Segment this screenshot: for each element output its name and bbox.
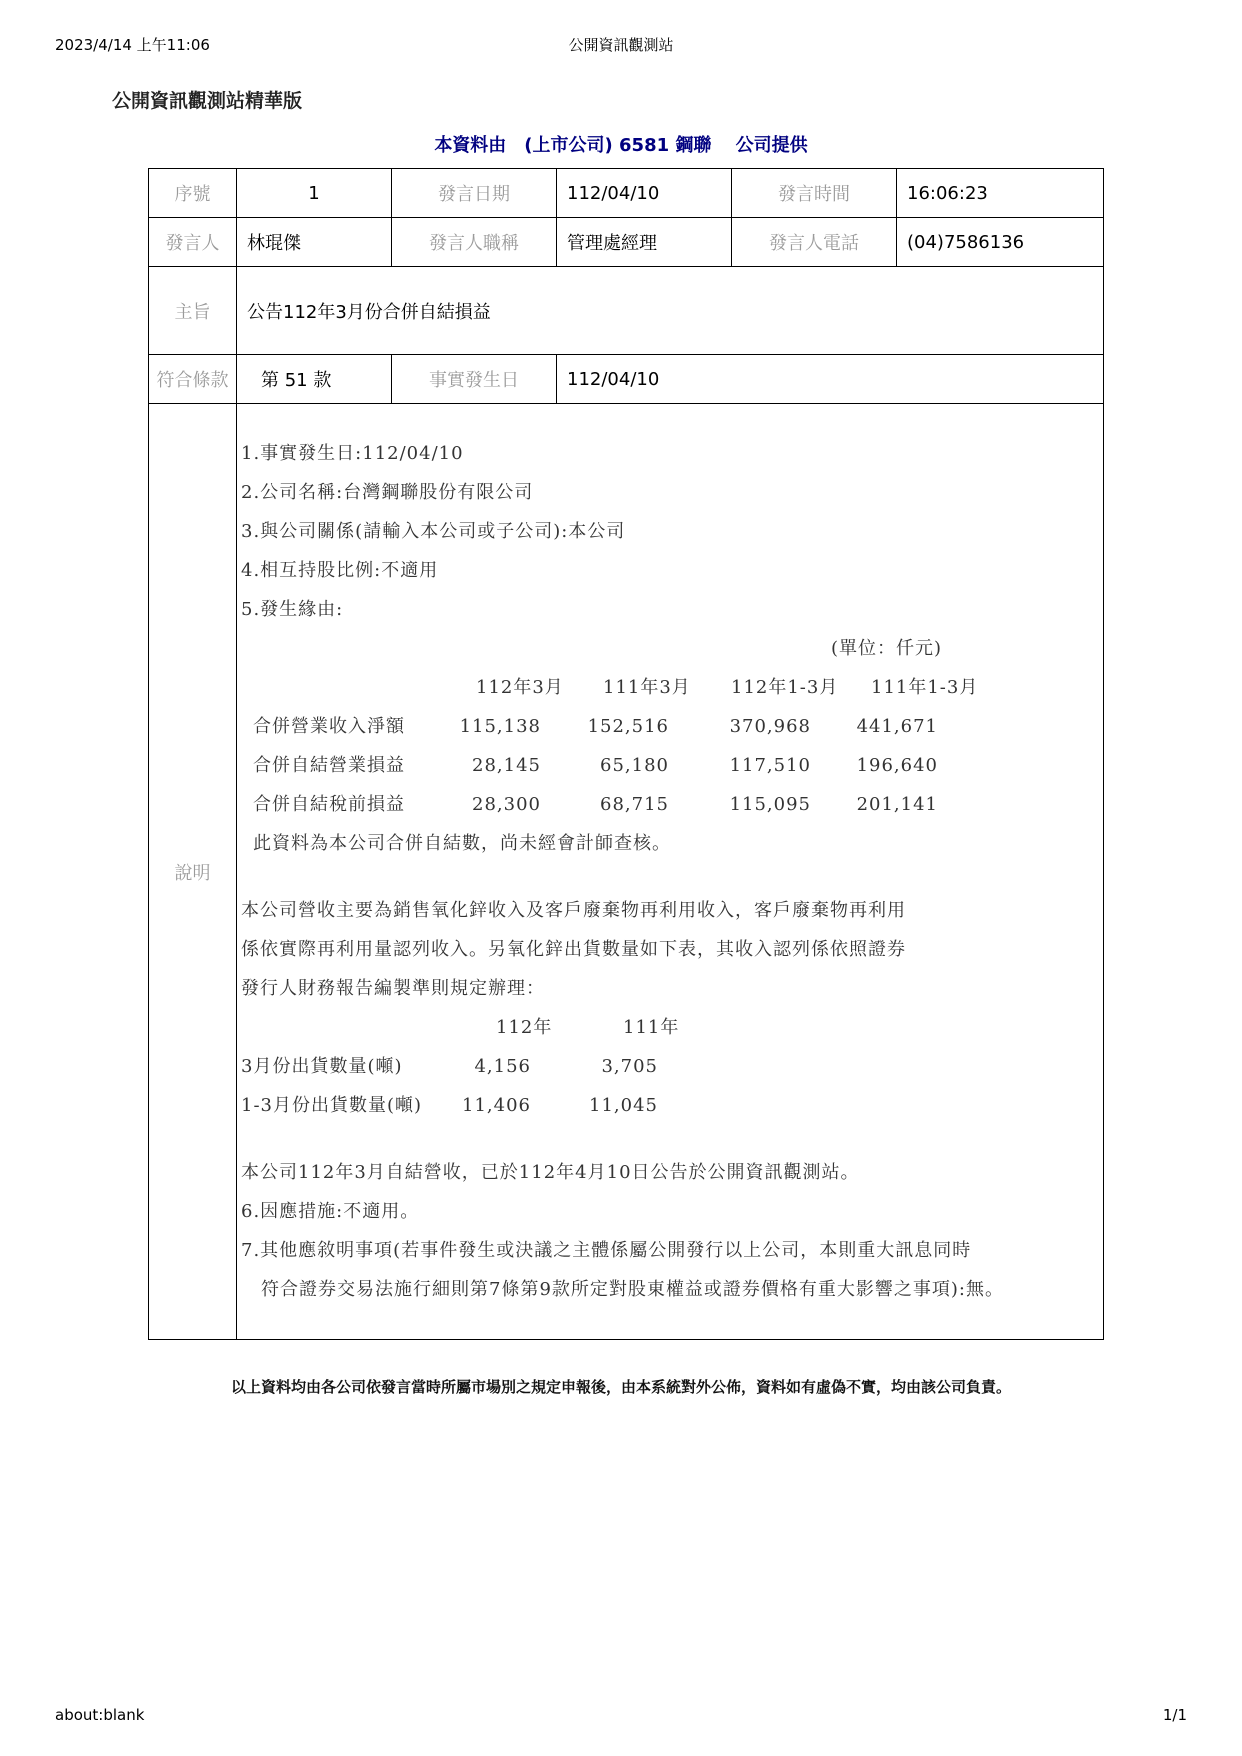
- pl-cell: 68,715: [600, 794, 669, 815]
- date-value: 112/04/10: [557, 169, 732, 218]
- speaker-title-label: 發言人職稱: [392, 218, 557, 267]
- qty-header-1: 112年: [496, 1017, 553, 1038]
- qty-cell: 11,406: [462, 1095, 531, 1116]
- desc-item-7-continued: 符合證券交易法施行細則第7條第9款所定對股東權益或證券價格有重大影響之事項):無。: [261, 1279, 1004, 1300]
- unaudited-note: 此資料為本公司合併自結數，尚未經會計師查核。: [253, 833, 671, 854]
- qty-table-row: [241, 1086, 1103, 1125]
- desc-item-6: 6.因應措施:不適用。: [241, 1201, 420, 1222]
- revenue-paragraph-line: 本公司營收主要為銷售氧化鋅收入及客戶廢棄物再利用收入，客戶廢棄物再利用: [241, 900, 906, 921]
- desc-item-7: 7.其他應敘明事項(若事件發生或決議之主體係屬公開發行以上公司，本則重大訊息同時: [241, 1240, 972, 1261]
- pl-table-row: [241, 785, 1103, 824]
- pl-header-3: 112年1-3月: [731, 677, 839, 698]
- phone-label: 發言人電話: [732, 218, 897, 267]
- row-clause: [149, 355, 1104, 404]
- print-datetime: 2023/4/14 上午11:06: [55, 36, 210, 54]
- unit-note: (單位：仟元): [831, 638, 943, 659]
- provider-line: 本資料由 (上市公司) 6581 鋼聯 公司提供: [434, 135, 808, 156]
- unaudited-note-line: [241, 824, 1103, 863]
- seq-value: 1: [237, 169, 392, 218]
- announce-note: 本公司112年3月自結營收，已於112年4月10日公告於公開資訊觀測站。: [241, 1162, 860, 1183]
- description-label: 說明: [149, 404, 237, 1340]
- row-subject: [149, 267, 1104, 355]
- revenue-paragraph-line: 係依實際再利用量認列收入。另氧化鋅出貨數量如下表，其收入認列係依照證券: [241, 939, 906, 960]
- qty-cell: 4,156: [474, 1056, 531, 1077]
- pl-cell: 152,516: [587, 716, 669, 737]
- disclaimer-note: 以上資料均由各公司依發言當時所屬市場別之規定申報後，由本系統對外公佈，資料如有虛偽不實，均由該公司負責。: [230, 1378, 1011, 1396]
- pl-table-row: [241, 746, 1103, 785]
- clause-value: 第 51 款: [237, 355, 392, 404]
- time-label: 發言時間: [732, 169, 897, 218]
- announcement-table: [148, 168, 1104, 1340]
- print-page-title: 公開資訊觀測站: [568, 36, 674, 54]
- row-meta-2: [149, 218, 1104, 267]
- seq-label: 序號: [149, 169, 237, 218]
- print-url: about:blank: [55, 1706, 145, 1724]
- pl-table-row: [241, 707, 1103, 746]
- clause-label: 符合條款: [149, 355, 237, 404]
- speaker-title-value: 管理處經理: [557, 218, 732, 267]
- phone-value: (04)7586136: [897, 218, 1104, 267]
- unit-note-line: [241, 629, 1103, 668]
- qty-table-row: [241, 1047, 1103, 1086]
- qty-cell: 3,705: [601, 1056, 658, 1077]
- site-title: 公開資訊觀測站精華版: [112, 90, 303, 112]
- desc-item-3: 3.與公司關係(請輸入本公司或子公司):本公司: [241, 521, 626, 542]
- pl-row-label: 合併自結營業損益: [253, 755, 405, 776]
- pl-row-label: 合併營業收入淨額: [253, 716, 405, 737]
- pl-cell: 196,640: [856, 755, 938, 776]
- pl-row-label: 合併自結稅前損益: [253, 794, 405, 815]
- event-date-value: 112/04/10: [557, 355, 1104, 404]
- pl-cell: 370,968: [729, 716, 811, 737]
- event-date-label: 事實發生日: [392, 355, 557, 404]
- row-description: [149, 404, 1104, 1340]
- date-label: 發言日期: [392, 169, 557, 218]
- qty-cell: 11,045: [589, 1095, 658, 1116]
- pl-cell: 201,141: [856, 794, 938, 815]
- desc-item-4: 4.相互持股比例:不適用: [241, 560, 439, 581]
- pl-table-header: [241, 668, 1103, 707]
- pl-cell: 115,138: [459, 716, 541, 737]
- print-page-number: 1/1: [1162, 1706, 1187, 1724]
- speaker-label: 發言人: [149, 218, 237, 267]
- row-meta-1: [149, 169, 1104, 218]
- qty-row-label: 1-3月份出貨數量(噸): [241, 1095, 423, 1116]
- speaker-value: 林琨傑: [237, 218, 392, 267]
- pl-header-1: 112年3月: [476, 677, 564, 698]
- pl-cell: 117,510: [729, 755, 811, 776]
- desc-item-1: 1.事實發生日:112/04/10: [241, 443, 464, 464]
- time-value: 16:06:23: [897, 169, 1104, 218]
- subject-label: 主旨: [149, 267, 237, 355]
- qty-row-label: 3月份出貨數量(噸): [241, 1056, 403, 1077]
- qty-header-2: 111年: [623, 1017, 680, 1038]
- pl-header-2: 111年3月: [603, 677, 691, 698]
- pl-cell: 28,145: [472, 755, 541, 776]
- qty-table-header: [241, 1008, 1103, 1047]
- pl-cell: 28,300: [472, 794, 541, 815]
- desc-item-5: 5.發生緣由:: [241, 599, 344, 620]
- pl-header-4: 111年1-3月: [871, 677, 979, 698]
- subject-value: 公告112年3月份合併自結損益: [237, 267, 1104, 355]
- pl-cell: 115,095: [729, 794, 811, 815]
- pl-cell: 441,671: [856, 716, 938, 737]
- revenue-paragraph-line: 發行人財務報告編製準則規定辦理：: [241, 978, 545, 999]
- pl-cell: 65,180: [600, 755, 669, 776]
- desc-item-2: 2.公司名稱:台灣鋼聯股份有限公司: [241, 482, 534, 503]
- description-body: [237, 404, 1104, 1340]
